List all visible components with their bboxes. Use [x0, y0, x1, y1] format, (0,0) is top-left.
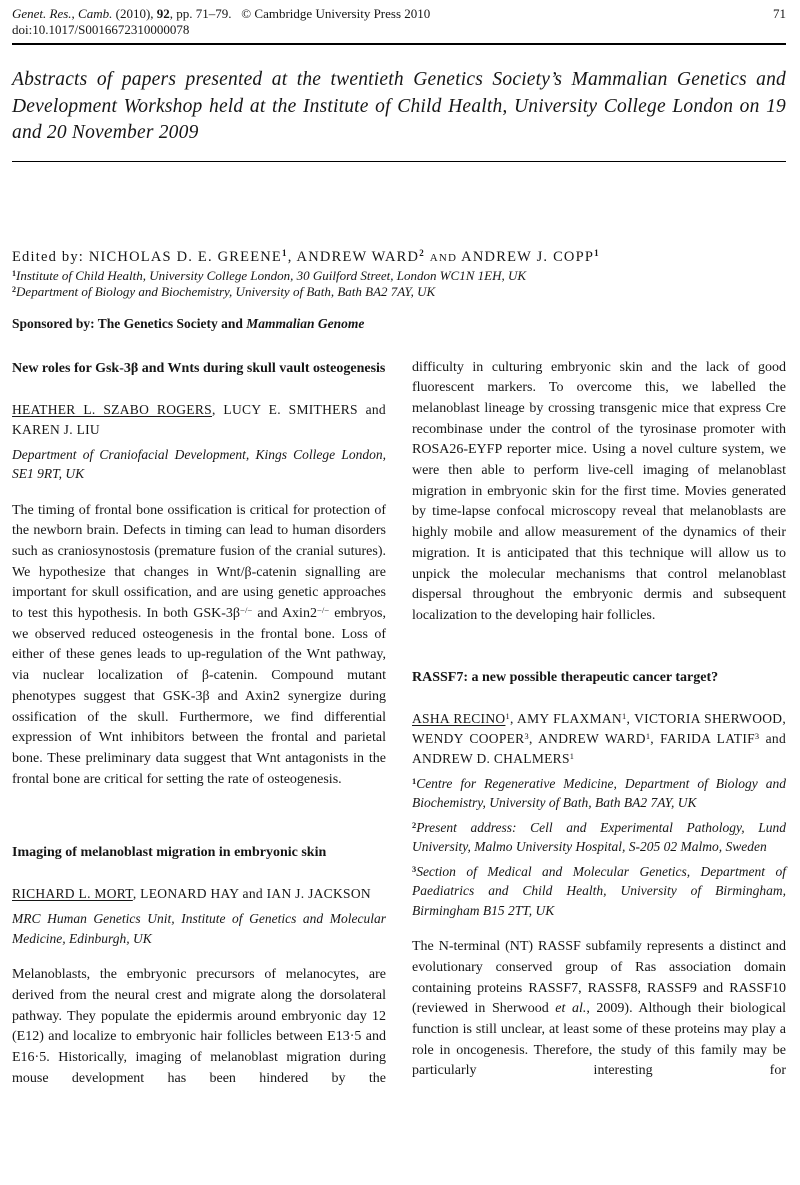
abstract-2-affiliation: MRC Human Genetics Unit, Institute of Genetics and Molecular Medicine, Edinburgh, UK — [12, 911, 386, 946]
right-column — [412, 358, 786, 1090]
running-header — [12, 6, 786, 22]
abstract-3-affiliation-2: $^2$Present address: Cell and Experimental Pathology, Lund University, Malmo University Hospital, S-205 02 Malmo, Sweden — [412, 819, 786, 855]
abstract-3-title: RASSF7: a new possible therapeutic cancer target? — [412, 669, 719, 685]
abstract-2-authors: RICHARD L. MORT, LEONARD HAY and IAN J. JACKSON — [12, 886, 371, 902]
left-column — [12, 358, 386, 1090]
abstract-1-body: The timing of frontal bone ossification is critical for protection of the newborn brain. Defects in timing can lead to human disorders such as craniosynostosis (premature fusion of the cranial sutures). We hypothesize that changes in Wnt/β-catenin signalling are important for skull ossification, and are using genetic approaches to test this hypothesis. In both GSK-3β−/− and Axin2−/− embryos, we observed reduced osteogenesis in the frontal bone. Loss of either of these genes leads to up-regulation of the Wnt pathway, via nuclear localization of β-catenin. Compound mutant phenotypes suggest that GSK-3β and Axin2 synergize during ossification of the skull. Furthermore, we find differential expression of Wnt inhibitors between the frontal and parietal bone. These preliminary data suggest that Wnt antagonists in the frontal bone are critical for setting the rate of osteogenesis. — [12, 502, 386, 787]
abstract-2-body-part-1: Melanoblasts, the embryonic precursors of melanocytes, are derived from the neural crest and migrate along the dorsolateral pathway. They populate the epidermis around embryonic day 12 (E12) and localize to embryonic hair follicles between E13·5 and E16·5. Historically, imaging of melanoblast migration during mouse development has been hindered by the — [12, 967, 386, 1086]
abstract-1-title: New roles for Gsk-3β and Wnts during skull vault osteogenesis — [12, 360, 386, 376]
editor-affiliation-2: $^2$Department of Biology and Biochemistry, University of Bath, Bath BA2 7AY, UK — [12, 284, 436, 299]
header-rule — [12, 43, 786, 45]
editor-affiliation-1: $^1$Institute of Child Health, University College London, 30 Guilford Street, London WC1N 1EH, UK — [12, 267, 527, 283]
abstract-3-affiliation-1: $^1$Centre for Regenerative Medicine, Department of Biology and Biochemistry, University of Bath, Bath BA2 7AY, UK — [412, 775, 786, 811]
abstract-3-body: The N-terminal (NT) RASSF subfamily represents a distinct and evolutionary conserved group of Ras association domain containing proteins RASSF7, RASSF8, RASSF9 and RASSF10 (reviewed in Sherwood et al., 2009). Although their biological function is still unclear, at least some of these proteins may play a role in oncogenesis. Therefore, the study of this family may be particularly interesting for — [412, 939, 786, 1079]
abstract-3-authors: ASHA RECINO$^1$, AMY FLAXMAN$^1$, VICTORIA SHERWOOD, WENDY COOPER$^3$, ANDREW WARD$^1$, FARIDA LATIF$^3$ and ANDREW D. CHALMERS$^1$ — [412, 710, 787, 766]
issue-title: Abstracts of papers presented at the twentieth Genetics Society’s Mammalian Genetics and Development Workshop held at the Institute of Child Health, University College London on 19 and 20 November 2009 — [12, 69, 786, 143]
abstract-1-affiliation: Department of Craniofacial Development, Kings College London, SE1 9RT, UK — [12, 446, 386, 481]
edited-by-line: Edited by: NICHOLAS D. E. GREENE$^1$, ANDREW WARD$^2$ AND ANDREW J. COPP$^1$ — [12, 248, 600, 265]
editors-block — [12, 248, 786, 301]
doi-line: doi:10.1017/S0016672310000078 — [12, 22, 190, 37]
journal-citation: Genet. Res., Camb. (2010), 92, pp. 71–79. © Cambridge University Press 2010 — [12, 6, 431, 21]
two-column-body — [12, 358, 786, 1090]
abstract-2-title: Imaging of melanoblast migration in embryonic skin — [12, 845, 327, 861]
title-rule — [12, 161, 786, 162]
abstract-3-affiliation-3: $^3$Section of Medical and Molecular Genetics, Department of Paediatrics and Child Health, University of Birmingham, Birmingham B15 2TT, UK — [412, 863, 786, 918]
sponsored-by-line: Sponsored by: The Genetics Society and Mammalian Genome — [12, 315, 365, 331]
abstract-1-authors: HEATHER L. SZABO ROGERS, LUCY E. SMITHERS and KAREN J. LIU — [12, 401, 386, 437]
page-number: 71 — [773, 6, 786, 21]
abstract-2-body-part-2: difficulty in culturing embryonic skin and the lack of good fluorescent markers. To overcome this, we labelled the melanoblast lineage by crossing transgenic mice that express Cre recombinase under the control of the tyrosinase promoter with ROSA26-EYFP reporter mice. Using a novel culture system, we were then able to perform live-cell imaging of melanoblast migration in embryonic skin for the first time. Movies generated by time-lapse confocal microscopy reveal that melanoblasts are highly mobile and allow measurement of the dynamics of their migration. It is anticipated that this technique will allow us to unpick the molecular mechanisms that control melanoblast dispersal throughout the embryonic dermis and subsequent localization to the developing hair follicles. — [412, 359, 786, 623]
